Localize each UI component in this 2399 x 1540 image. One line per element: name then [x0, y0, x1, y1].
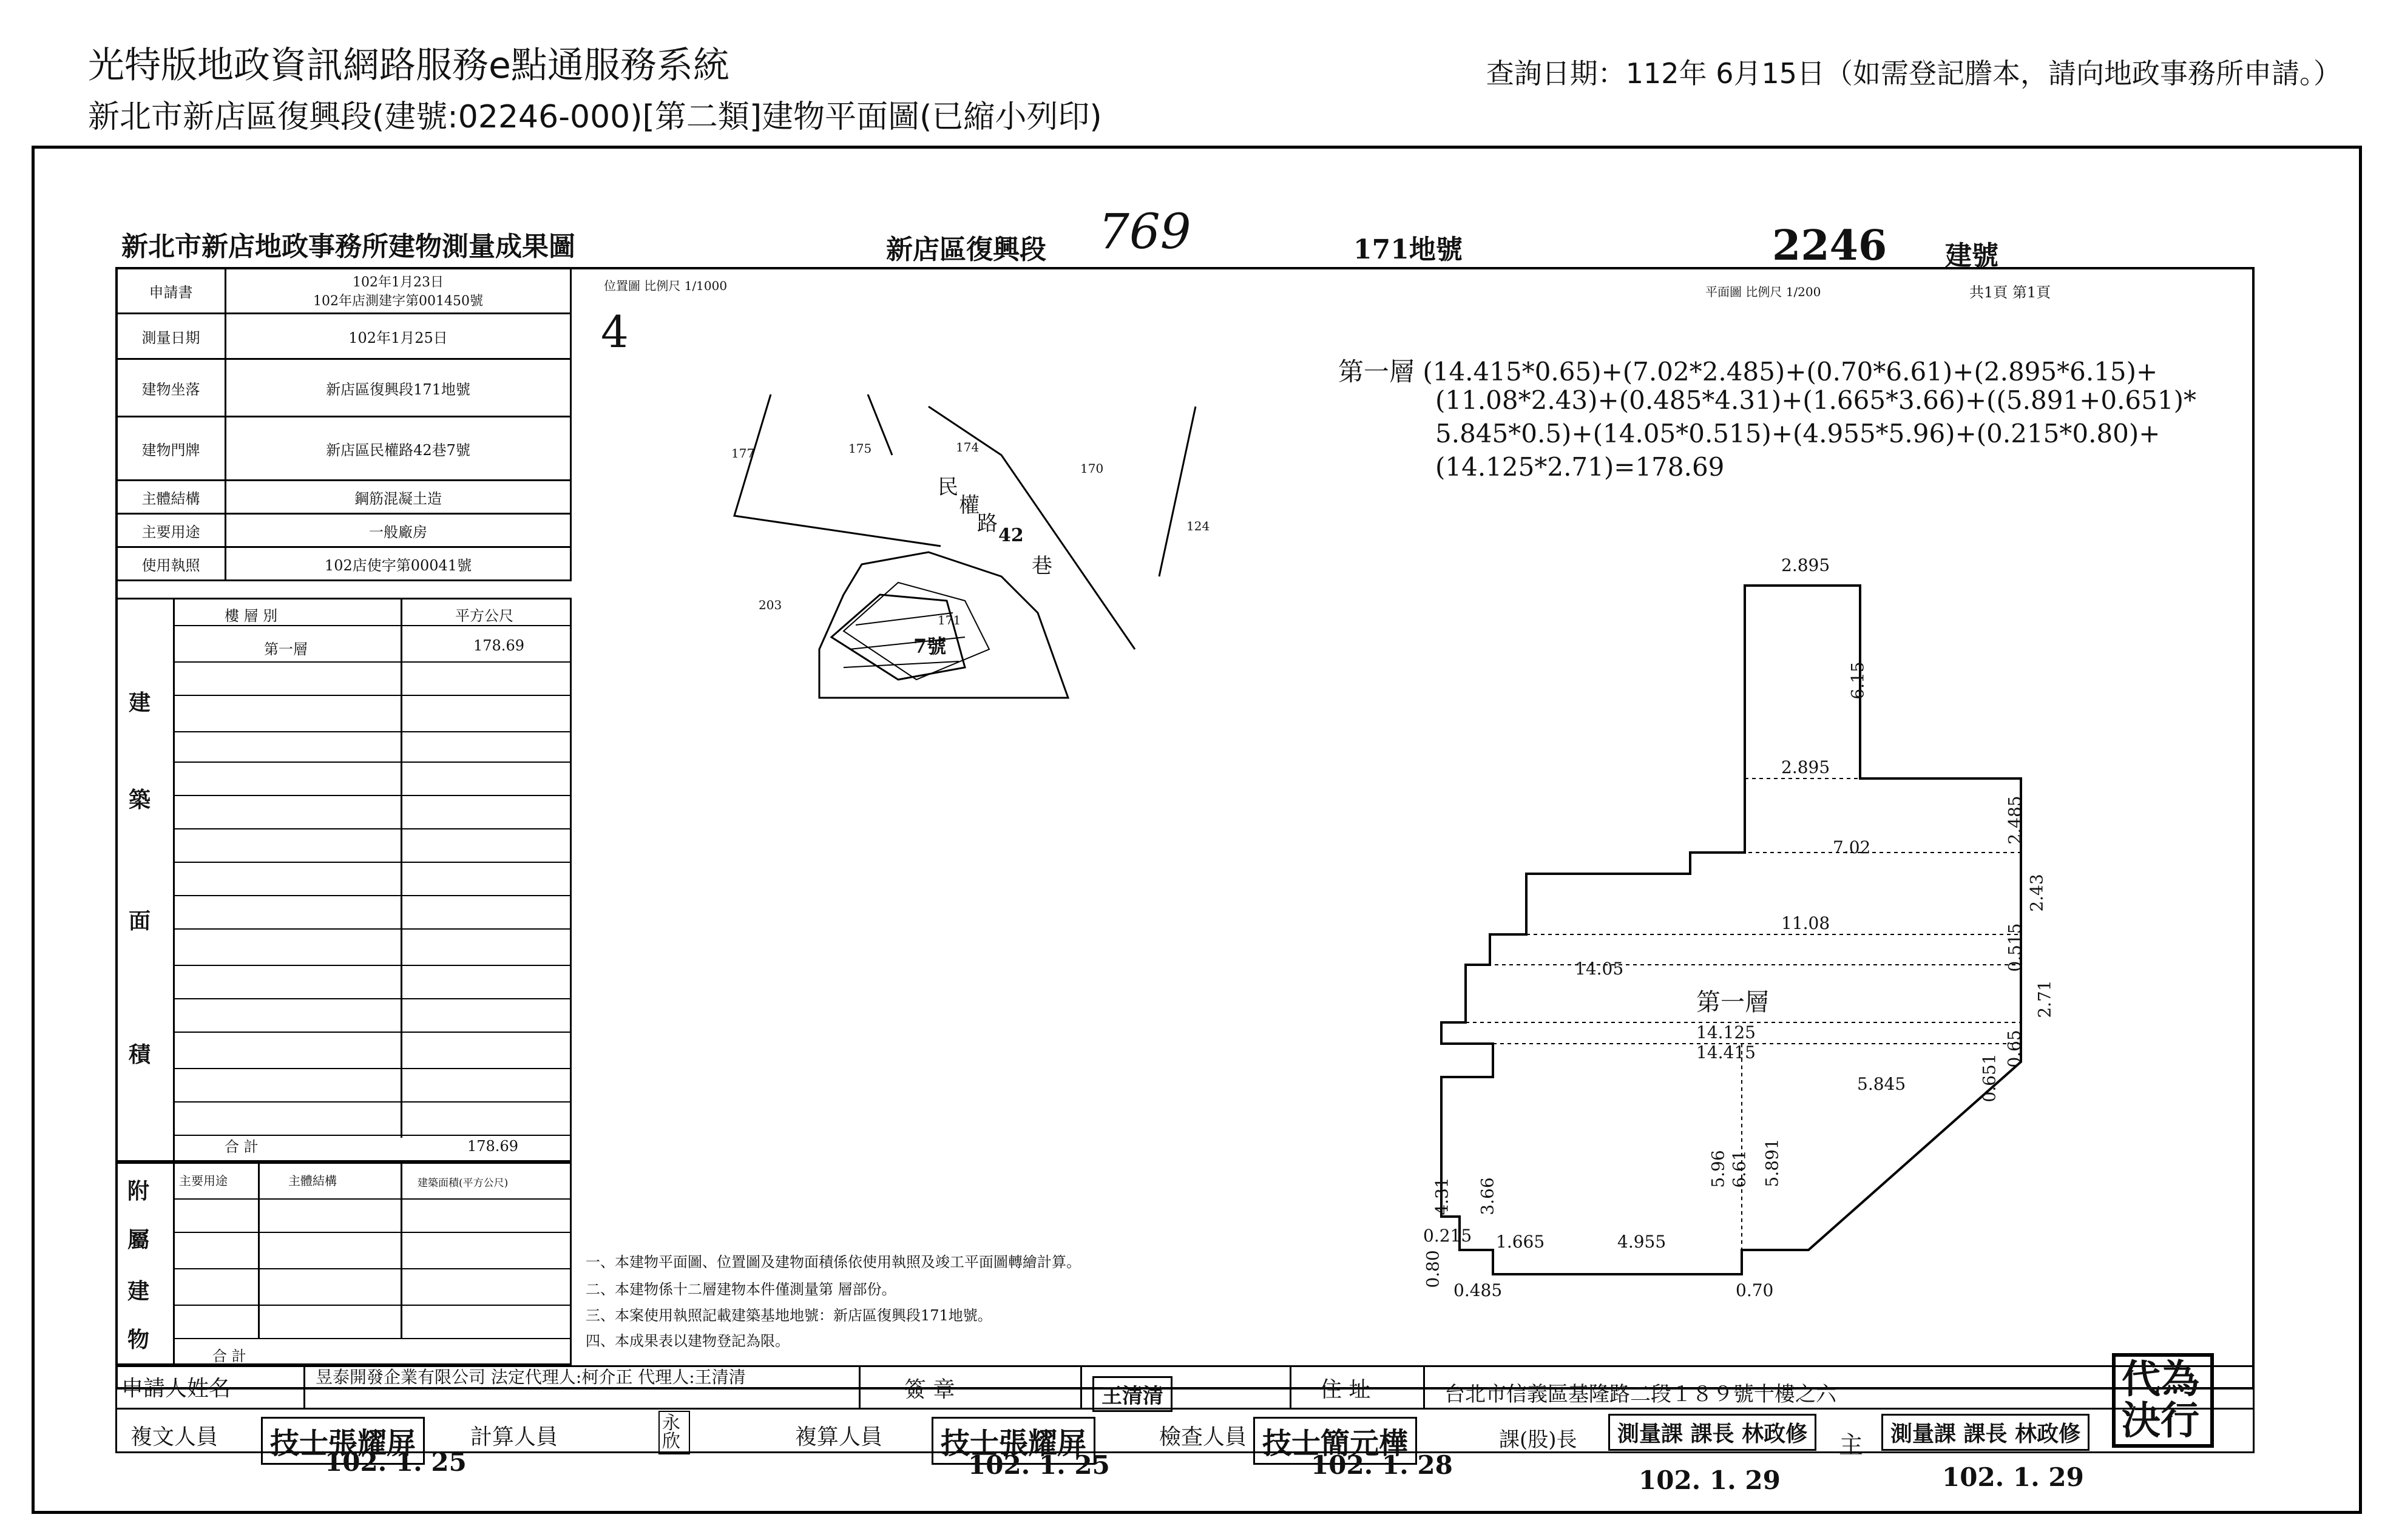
- note-line: 四、本成果表以建物登記為限。: [586, 1332, 790, 1349]
- location-scale: 位置圖 比例尺 1/1000: [604, 279, 728, 293]
- info-value: 102年1月23日 102年店測建字第001450號: [226, 268, 571, 314]
- annex-building-table: [115, 1162, 572, 1365]
- applicant-label: 申請人姓名: [121, 1376, 231, 1401]
- info-label: 使用執照: [117, 547, 226, 581]
- section-name: 新店區復興段: [886, 234, 1046, 265]
- building-area-table: [115, 598, 572, 1162]
- side-char: 築: [129, 787, 151, 812]
- copy-staff-sign: 技士張耀屏: [261, 1417, 425, 1465]
- plan-dimension: 0.80: [1423, 1250, 1443, 1288]
- side-char: 積: [129, 1042, 151, 1067]
- building-info-table: [115, 267, 572, 581]
- note-line: 三、本案使用執照記載建築基地地號：新店區復興段171地號。: [586, 1307, 992, 1324]
- col-floor-header: 樓 層 別: [225, 607, 278, 624]
- plan-dimension: 2.895: [1781, 757, 1830, 777]
- building-number-label: 建號: [1945, 240, 1998, 271]
- plan-dimension: 0.215: [1423, 1226, 1472, 1246]
- section-handwritten: 769: [1098, 203, 1191, 260]
- head-label: 主: [1839, 1431, 1863, 1459]
- plan-floor-label: 第一層: [1696, 988, 1769, 1016]
- seal-label: 簽 章: [904, 1377, 955, 1402]
- side-char: 建: [129, 690, 151, 715]
- lot-label: 124: [1186, 519, 1210, 533]
- area-formula-line: (11.08*2.43)+(0.485*4.31)+(1.665*3.66)+((5.891+0.651)*: [1435, 385, 2196, 415]
- plan-dimension: 2.895: [1781, 555, 1830, 575]
- annex-col-struct: 主體結構: [288, 1174, 337, 1188]
- info-value: 一般廠房: [226, 514, 571, 547]
- building-number: 2246: [1772, 221, 1887, 270]
- info-row: [117, 268, 571, 314]
- annex-side-char: 附: [127, 1178, 150, 1204]
- plan-dimension: 0.651: [1979, 1053, 2000, 1103]
- head-date: 102. 1. 29: [1942, 1462, 2084, 1492]
- plan-dimension: 14.415: [1696, 1042, 1756, 1062]
- note-line: 一、本建物平面圖、位置圖及建物面積係依使用執照及竣工平面圖轉繪計算。: [586, 1254, 1081, 1271]
- plan-dimension: 4.955: [1617, 1232, 1666, 1252]
- info-label: 測量日期: [117, 314, 226, 359]
- recalc-staff-sign: 技士張耀屏: [932, 1417, 1095, 1465]
- info-row: [117, 514, 571, 547]
- address-label: 住 址: [1320, 1377, 1371, 1402]
- lot-label: 170: [1080, 461, 1104, 476]
- document-subtitle: 新北市新店區復興段(建號:02246-000)[第二類]建物平面圖(已縮小列印): [88, 99, 1102, 135]
- info-label: 建物門牌: [117, 417, 226, 481]
- plan-dimension: 14.125: [1696, 1022, 1756, 1042]
- info-value: 102店使字第00041號: [226, 547, 571, 581]
- plan-dimension: 1.665: [1496, 1232, 1545, 1252]
- check-staff-sign: 技士簡元樺: [1253, 1417, 1417, 1465]
- check-staff-label: 檢查人員: [1159, 1425, 1247, 1450]
- plan-dimension: 5.96: [1708, 1150, 1728, 1188]
- area-total-label: 合 計: [225, 1138, 259, 1155]
- info-row: [117, 314, 571, 359]
- applicant-seal: 王清清: [1092, 1376, 1172, 1412]
- side-char: 面: [129, 908, 151, 934]
- plan-dimension: 2.43: [2026, 874, 2047, 912]
- plan-dimension: 4.31: [1432, 1177, 1452, 1215]
- lot-label: 175: [848, 441, 872, 456]
- chief-label: 課(股)長: [1499, 1428, 1577, 1452]
- area-formula-line: (14.125*2.71)=178.69: [1435, 452, 1725, 482]
- query-date: 查詢日期：112年 6月15日（如需登記謄本，請向地政事務所申請。）: [1486, 57, 2341, 90]
- recalc-date: 102. 1. 25: [968, 1450, 1110, 1480]
- copy-date: 102. 1. 25: [325, 1447, 467, 1477]
- plan-dimension: 2.71: [2034, 980, 2055, 1018]
- info-row: [117, 481, 571, 514]
- road-char: 42: [998, 525, 1024, 546]
- calc-staff-label: 計算人員: [470, 1425, 558, 1450]
- house-number-label: 7號: [913, 635, 947, 658]
- plan-dimension: 0.485: [1453, 1280, 1503, 1300]
- plan-dimension: 0.70: [1736, 1280, 1774, 1300]
- annex-total-label: 合 計: [212, 1348, 246, 1365]
- road-char: 權: [959, 493, 980, 518]
- area-total-value: 178.69: [467, 1138, 518, 1155]
- lot-label: 171: [938, 613, 961, 627]
- chief-date: 102. 1. 29: [1639, 1465, 1781, 1495]
- annex-col-use: 主要用途: [179, 1174, 228, 1188]
- road-char: 路: [977, 512, 998, 536]
- check-date: 102. 1. 28: [1311, 1450, 1453, 1480]
- info-label: 建物坐落: [117, 359, 226, 417]
- info-row: [117, 359, 571, 417]
- plan-dimension: 7.02: [1833, 837, 1871, 857]
- plan-dimension: 6.15: [1847, 661, 1868, 700]
- lot-label: 177: [731, 446, 755, 461]
- annex-col-area: 建築面積(平方公尺): [418, 1177, 509, 1189]
- info-label: 主體結構: [117, 481, 226, 514]
- road-char: 民: [938, 475, 958, 499]
- plan-dimension: 14.05: [1575, 959, 1624, 979]
- annex-side-char: 物: [127, 1327, 150, 1353]
- head-sign: 測量課 課長 林政修: [1881, 1414, 2089, 1451]
- annex-side-char: 屬: [127, 1227, 150, 1252]
- copy-staff-label: 複文人員: [130, 1425, 218, 1450]
- info-row: [117, 417, 571, 481]
- plan-dimension: 0.515: [2005, 923, 2025, 972]
- proxy-decision-stamp: 代為決行: [2112, 1353, 2214, 1448]
- col-area-header: 平方公尺: [455, 607, 513, 624]
- area-row-floor: 第一層: [264, 641, 308, 658]
- plan-dimension: 0.65: [2004, 1030, 2025, 1068]
- plan-dimension: 6.61: [1729, 1150, 1750, 1188]
- info-label: 主要用途: [117, 514, 226, 547]
- plan-dimension: 2.485: [2005, 795, 2025, 845]
- plan-dimension: 3.66: [1477, 1177, 1498, 1215]
- applicant-value: 昱泰開發企業有限公司 法定代理人:柯介正 代理人:王清清: [316, 1367, 746, 1387]
- info-value: 鋼筋混凝土造: [226, 481, 571, 514]
- info-value: 新店區民權路42巷7號: [226, 417, 571, 481]
- info-row: [117, 547, 571, 581]
- chief-sign: 測量課 課長 林政修: [1608, 1414, 1816, 1451]
- lot-label: 174: [956, 440, 980, 454]
- info-label: 申請書: [117, 268, 226, 314]
- note-line: 二、本建物係十二層建物本件僅測量第 層部份。: [586, 1281, 896, 1298]
- road-char: 巷: [1032, 554, 1052, 578]
- plan-dimension: 5.891: [1762, 1138, 1782, 1187]
- plan-dimension: 5.845: [1857, 1074, 1906, 1094]
- address-value: 台北市信義區基隆路二段１８９號十樓之六: [1444, 1382, 1836, 1407]
- lot-label: 203: [759, 598, 782, 612]
- info-value: 新店區復興段171地號: [226, 359, 571, 417]
- plan-scale: 平面圖 比例尺 1/200: [1705, 285, 1821, 299]
- form-title: 新北市新店地政事務所建物測量成果圖: [121, 231, 575, 262]
- plan-dimension: 11.08: [1781, 913, 1830, 933]
- info-value: 102年1月25日: [226, 314, 571, 359]
- page-info: 共1頁 第1頁: [1969, 284, 2051, 301]
- system-title: 光特版地政資訊網路服務e點通服務系統: [88, 44, 729, 87]
- calc-staff-stamp: 永欣: [658, 1411, 690, 1454]
- annex-side-char: 建: [127, 1278, 150, 1304]
- lot-number: 171地號: [1353, 234, 1463, 265]
- north-arrow-icon: 4: [601, 306, 629, 357]
- area-formula-line: 第一層 (14.415*0.65)+(7.02*2.485)+(0.70*6.61)+(2.895*6.15)+: [1338, 357, 2158, 387]
- area-formula-line: 5.845*0.5)+(14.05*0.515)+(4.955*5.96)+(0.215*0.80)+: [1435, 419, 2160, 448]
- recalc-staff-label: 複算人員: [795, 1425, 883, 1450]
- area-row-value: 178.69: [473, 637, 524, 654]
